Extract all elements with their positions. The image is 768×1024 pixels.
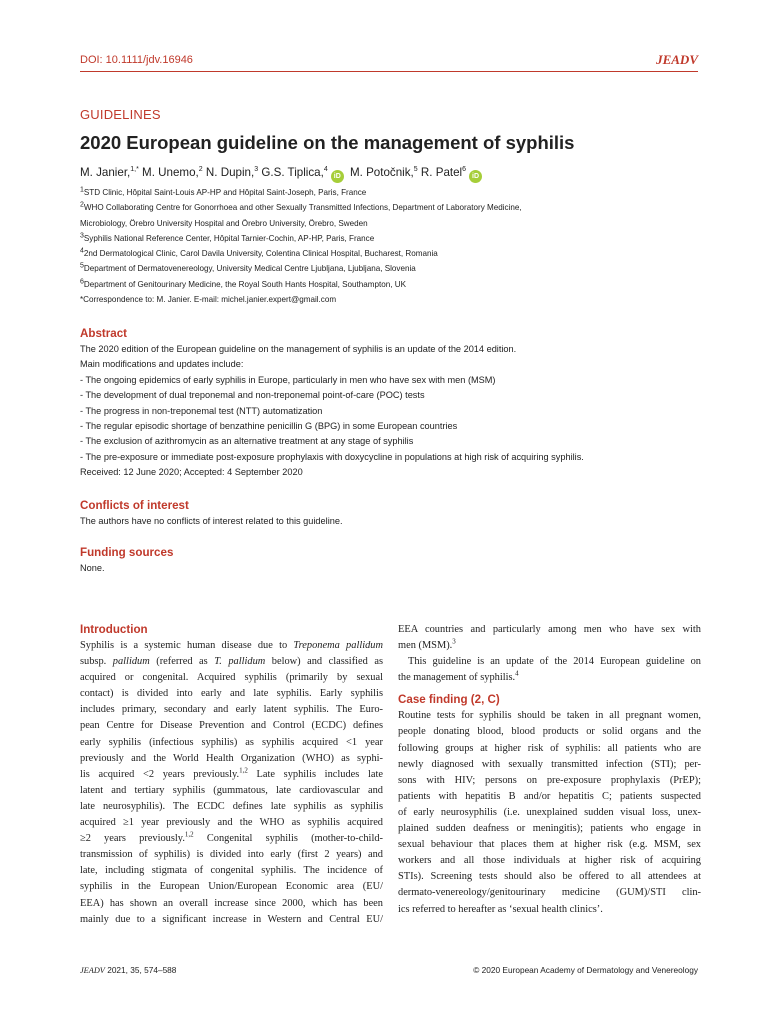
- body-text-line: includes primary, secondary and early latent syphilis. The Euro-: [80, 704, 383, 716]
- abstract-line: The 2020 edition of the European guideline on the management of syphilis is an update of the 2014 edition.: [80, 344, 517, 354]
- body-text-line: of early neurosyphilis (i.e. unexplained sudden visual loss, unex-: [398, 806, 701, 818]
- author-affiliation-marker: 3: [254, 166, 259, 174]
- introduction-continued: [398, 622, 701, 654]
- body-text-line: dermato-venereology/genitourinary medicine (GUM)/STI clin-: [398, 887, 701, 899]
- body-text-line: syphilis in the European Union/European Economic area (EU/: [80, 881, 383, 893]
- affiliation-line: [80, 216, 720, 231]
- case-finding-body: [398, 708, 701, 917]
- affiliation-text: *Correspondence to: M. Janier. E-mail: michel.janier.expert@gmail.com: [80, 295, 337, 305]
- orcid-icon[interactable]: iD: [331, 170, 344, 183]
- affiliation-line: [80, 277, 720, 292]
- affiliation-line: [80, 231, 720, 246]
- affiliation-line: [80, 292, 720, 307]
- abstract-line: - The ongoing epidemics of early syphilis in Europe, particularly in men who have sex with men (MSM): [80, 374, 496, 385]
- abstract-section: [80, 326, 700, 481]
- abstract-line: Received: 12 June 2020; Accepted: 4 September 2020: [80, 467, 303, 478]
- affiliation-marker: 6: [80, 278, 84, 286]
- funding-text: None.: [80, 563, 105, 573]
- body-text-line: late neurosyphilis). The ECDC defines late syphilis as syphilis: [80, 800, 383, 812]
- affiliation-list: [80, 185, 720, 307]
- abstract-line: - The pre-exposure or immediate post-exposure prophylaxis with doxycycline in populations at high risk of acquiring syphilis.: [80, 451, 584, 462]
- funding-section: [80, 545, 700, 576]
- affiliation-line: [80, 261, 720, 276]
- body-text-line: EEA) has shown an overall increase since 2000, which has been: [80, 897, 383, 909]
- left-column: [80, 622, 383, 928]
- abstract-line: - The development of dual treponemal and non-treponemal point-of-care (POC) tests: [80, 390, 425, 401]
- body-text-line: subsp. pallidum (referred as T. pallidum below) and classified as: [80, 656, 383, 668]
- article-title: 2020 European guideline on the management of syphilis: [80, 132, 575, 153]
- section-label: GUIDELINES: [80, 107, 161, 122]
- abstract-line: - The exclusion of azithromycin as an alternative treatment at any stage of syphilis: [80, 436, 414, 447]
- affiliation-marker: 4: [80, 247, 84, 255]
- affiliation-marker: 5: [80, 262, 84, 270]
- affiliation-text: Department of Dermatovenereology, University Medical Centre Ljubljana, Ljubljana, Slovenia: [83, 264, 416, 274]
- body-text-line: workers and all those individuals at higher risk of acquiring: [398, 855, 701, 867]
- conflicts-text: The authors have no conflicts of interest related to this guideline.: [80, 516, 343, 526]
- body-text-line: people donating blood, blood products or solid organs and the: [398, 726, 701, 738]
- introduction-body: [80, 638, 383, 928]
- author-name: M. Potočnik,: [346, 166, 414, 179]
- affiliation-text: 2nd Dermatological Clinic, Carol Davila University, Colentina Clinical Hospital, Bucharest, Romania: [83, 249, 438, 259]
- affiliation-marker: 2: [80, 201, 84, 209]
- author-affiliation-marker: 2: [198, 166, 203, 174]
- affiliation-text: Syphilis National Reference Center, Hôpital Tarnier-Cochin, AP-HP, Paris, France: [83, 233, 375, 243]
- affiliation-line: [80, 185, 720, 200]
- affiliation-text: WHO Collaborating Centre for Gonorrhoea and other Sexually Transmitted Infections, Department of Laboratory Medicine,: [83, 203, 522, 213]
- introduction-heading: Introduction: [80, 623, 148, 636]
- body-text-line: patients with hepatitis B and/or hepatitis C; patients suspected: [398, 790, 701, 802]
- body-text-line: EEA countries and particularly among men who have sex with: [398, 624, 701, 635]
- abstract-heading: Abstract: [80, 327, 128, 340]
- abstract-body: [80, 342, 700, 481]
- body-text-line: latent and tertiary syphilis (gummatous, late cardiovascular and: [80, 784, 383, 796]
- footer-copyright: © 2020 European Academy of Dermatology and Venereology: [473, 965, 698, 975]
- body-text-line: acquired ≥1 year previously and the WHO as syphilis acquired: [80, 817, 383, 829]
- body-text-line: This guideline is an update of the 2014 European guideline on: [408, 656, 701, 668]
- body-text-line: sons with HIV; persons on pre-exposure prophylaxis (PrEP);: [398, 774, 701, 786]
- journal-name: JEADV: [656, 52, 698, 67]
- body-text-line: mainly due to a significant increase in Western and Central EU/: [80, 913, 383, 925]
- body-text-line: ≥2 years previously.$^{1,2}$ Congenital syphilis (mother-to-child-: [80, 830, 383, 845]
- body-text-line: late, including stigmata of congenital syphilis. The incidence of: [80, 865, 383, 877]
- case-finding-heading: Case finding (2, C): [398, 693, 500, 707]
- author-name: M. Janier,: [80, 166, 131, 179]
- introduction-paragraph-2: [398, 654, 701, 686]
- affiliation-text: STD Clinic, Hôpital Saint-Louis AP-HP and Hôpital Saint-Joseph, Paris, France: [83, 188, 367, 197]
- body-text-line: ics referred to hereafter as ‘sexual health clinics’.: [398, 903, 603, 915]
- body-text-line: lis acquired <2 years previously.$^{1,2}$ Late syphilis includes late: [80, 766, 383, 780]
- footer-volume: 2021, 35, 574–588: [107, 965, 177, 975]
- author-name: R. Patel: [417, 166, 463, 179]
- author-affiliation-marker: 6: [462, 166, 467, 174]
- right-column: [398, 622, 701, 918]
- body-text-line: men (MSM).$^3$: [398, 637, 456, 652]
- footer-journal: JEADV: [80, 966, 105, 975]
- abstract-line: - The regular episodic shortage of benzathine penicillin G (BPG) in some European countries: [80, 421, 458, 432]
- author-name: N. Dupin,: [202, 166, 255, 179]
- affiliation-text: Department of Genitourinary Medicine, the Royal South Hants Hospital, Southampton, UK: [83, 279, 407, 289]
- conflicts-heading: Conflicts of interest: [80, 499, 189, 512]
- body-text-line: plained sudden deafness or meningitis); patients who engage in: [398, 823, 701, 835]
- body-text-line: transmission of syphilis) is divided into early (first 2 years) and: [80, 849, 383, 861]
- author-name: G.S. Tiplica,: [258, 166, 324, 179]
- author-affiliation-marker: 1,*: [130, 166, 139, 174]
- affiliation-marker: 3: [80, 232, 84, 240]
- body-text-line: acquired or congenital. Acquired syphilis (primarily by sexual: [80, 672, 383, 684]
- body-text-line: sexual behaviour that places them at higher risk (e.g. MSM, sex: [398, 839, 701, 851]
- funding-heading: Funding sources: [80, 546, 174, 559]
- body-text-line: following groups at higher risk of syphilis: all patients who are: [398, 742, 701, 754]
- author-affiliation-marker: 5: [413, 166, 418, 174]
- body-text-line: STIs). Screening tests should also be offered to all attendees at: [398, 871, 701, 883]
- body-text-line: Syphilis is a systemic human disease due to Treponema pallidum: [80, 640, 383, 651]
- abstract-line: Main modifications and updates include:: [80, 359, 244, 370]
- footer-citation: [80, 965, 176, 975]
- affiliation-line: [80, 200, 720, 215]
- body-text-line: previously and the World Health Organization (WHO) as syphi-: [80, 752, 383, 764]
- header-divider: [80, 71, 698, 72]
- author-list: [80, 166, 485, 183]
- author-affiliation-marker: 4: [323, 166, 328, 174]
- body-text-line: early syphilis (infectious syphilis) as syphilis acquired <1 year: [80, 736, 383, 748]
- orcid-icon[interactable]: iD: [469, 170, 482, 183]
- affiliation-text: Microbiology, Örebro University Hospital and Örebro University, Örebro, Sweden: [80, 218, 368, 228]
- body-text-line: the management of syphilis.$^4$: [398, 669, 519, 684]
- body-text-line: Routine tests for syphilis should be taken in all pregnant women,: [398, 710, 701, 722]
- affiliation-line: [80, 246, 720, 261]
- body-text-line: contact) is divided into early and late syphilis. Early syphilis: [80, 688, 383, 700]
- abstract-line: - The progress in non-treponemal test (NTT) automatization: [80, 405, 323, 416]
- conflicts-section: [80, 498, 700, 529]
- author-name: M. Unemo,: [138, 166, 199, 179]
- doi-label[interactable]: DOI: 10.1111/jdv.16946: [80, 54, 193, 66]
- body-text-line: newly diagnosed with sexually transmitted infection (STI); per-: [398, 758, 701, 770]
- affiliation-marker: 1: [80, 186, 84, 194]
- body-text-line: pean Centre for Disease Prevention and Control (ECDC) defines: [80, 720, 383, 732]
